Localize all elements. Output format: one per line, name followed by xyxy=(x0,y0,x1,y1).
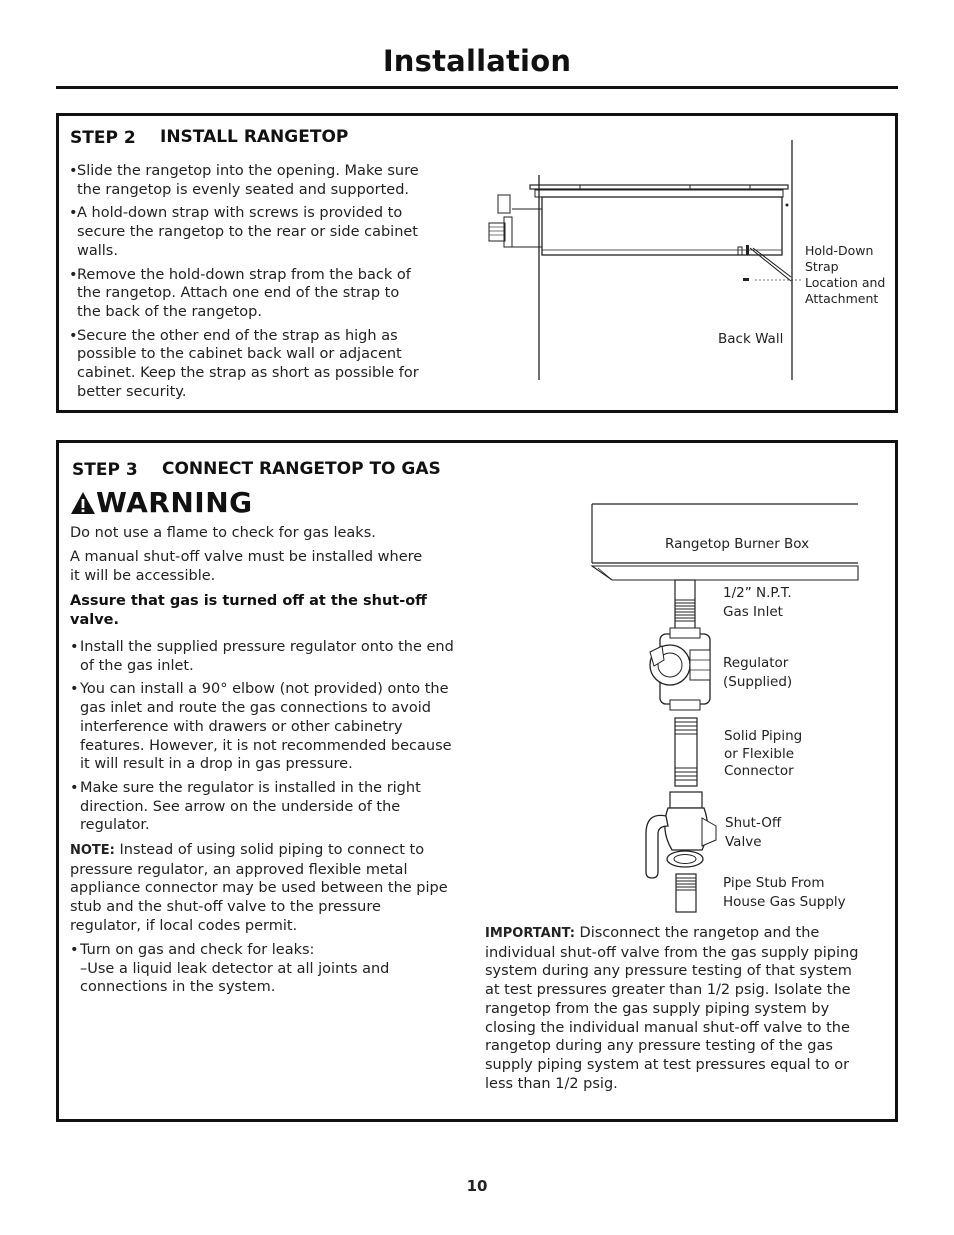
list-item: • Slide the rangetop into the opening. Make sure the rangetop is evenly seated and supported. xyxy=(69,163,419,198)
step2-bullet-list xyxy=(69,162,425,406)
list-item: • You can install a 90° elbow (not provided) onto the gas inlet and route the gas connections to avoid interference with drawers or other cabinetry features. However, it is not recommended because it will result in a drop in gas pressure. xyxy=(70,681,452,773)
strap-label: Hold-Down Strap Location and Attachment xyxy=(805,243,886,306)
list-item: • A hold-down strap with screws is provided to secure the rangetop to the rear or side cabinet walls. xyxy=(69,205,418,259)
important-paragraph: IMPORTANT: Disconnect the rangetop and the individual shut-off valve from the gas supply piping system during any pressure testing of that system at test pressures greater than 1/2 psig. Isolate the rangetop from the gas supply piping system by closing the individual manual shut-off valve to the rangetop during any pressure testing of the gas supply piping system at test pressures equal to or less than 1/2 psig. xyxy=(485,925,859,1092)
shutoff-valve-text: A manual shut-off valve must be installed where it will be accessible. xyxy=(70,549,423,584)
gas-connection-diagram xyxy=(590,500,860,915)
regulator-label: Regulator (Supplied) xyxy=(723,655,793,690)
step3-bullet-list xyxy=(70,638,458,840)
list-item: • Remove the hold-down strap from the back of the rangetop. Attach one end of the strap to the back of the rangetop. xyxy=(69,266,411,320)
list-item: • Install the supplied pressure regulator onto the end of the gas inlet. xyxy=(70,639,454,674)
note-label: NOTE: xyxy=(70,843,115,858)
warning-triangle-icon xyxy=(70,491,96,515)
burner-box-label: Rangetop Burner Box xyxy=(665,536,810,552)
gas-off-notice: Assure that gas is turned off at the shut-off valve. xyxy=(70,593,427,628)
shutoff-valve-label: Shut-Off Valve xyxy=(725,815,782,850)
leak-check-list xyxy=(70,941,458,997)
step2-title: INSTALL RANGETOP xyxy=(160,127,349,147)
gas-inlet-label: 1/2” N.P.T. Gas Inlet xyxy=(723,585,792,620)
list-item: • Make sure the regulator is installed in the right direction. See arrow on the underside of the regulator. xyxy=(70,779,421,834)
no-flame-text: Do not use a flame to check for gas leaks. xyxy=(70,525,376,541)
page-number: 10 xyxy=(466,1177,488,1195)
page-title: Installation xyxy=(382,44,572,78)
warning-heading: WARNING xyxy=(70,486,253,519)
leak-sub-item: –Use a liquid leak detector at all joints and connections in the system. xyxy=(80,960,390,996)
pipe-stub-label: Pipe Stub From House Gas Supply xyxy=(723,875,846,910)
list-item: • Turn on gas and check for leaks: xyxy=(70,942,315,958)
title-rule xyxy=(56,86,898,89)
important-label: IMPORTANT: xyxy=(485,926,575,941)
note-paragraph: NOTE: Instead of using solid piping to connect to pressure regulator, an approved flexible metal appliance connector may be used between the pipe stub and the shut-off valve to the pressure regulator, if local codes permit. xyxy=(70,842,448,934)
piping-label: Solid Piping or Flexible Connector xyxy=(724,728,803,779)
back-wall-label: Back Wall xyxy=(718,331,784,347)
step3-title: CONNECT RANGETOP TO GAS xyxy=(162,459,441,479)
step2-label: STEP 2 xyxy=(70,128,136,148)
list-item: • Secure the other end of the strap as high as possible to the cabinet back wall or adjacent cabinet. Keep the strap as short as possible for better security. xyxy=(69,327,419,400)
step3-label: STEP 3 xyxy=(72,460,138,480)
